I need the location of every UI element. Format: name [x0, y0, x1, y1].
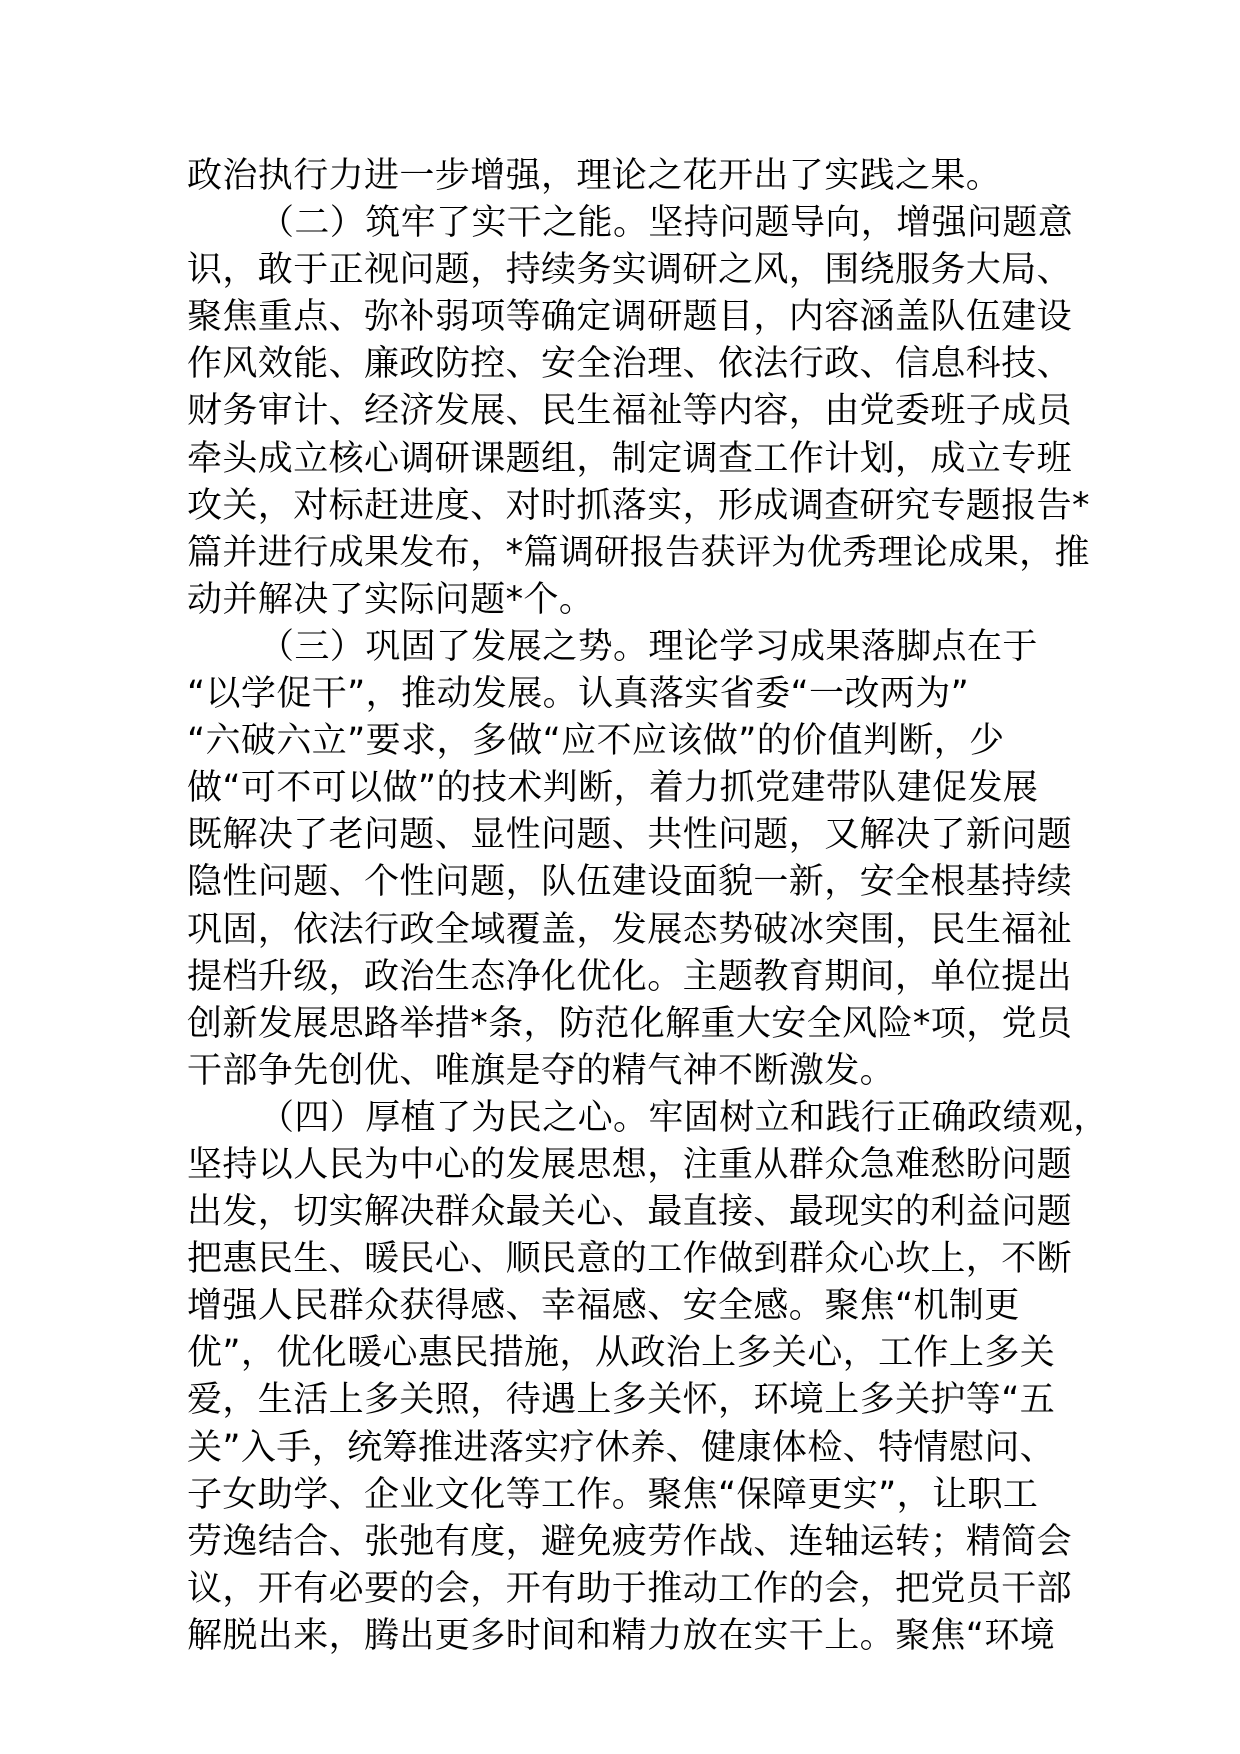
text-line: 提档升级，政治生态净化优化。主题教育期间，单位提出: [187, 956, 1073, 997]
body-text: [187, 153, 1109, 1660]
text-line: 巩固，依法行政全域覆盖，发展态势破冰突围，民生福祉: [187, 909, 1073, 950]
text-line: 增强人民群众获得感、幸福感、安全感。聚焦“机制更: [187, 1286, 1020, 1327]
text-line: 议，开有必要的会，开有助于推动工作的会，把党员干部: [187, 1568, 1073, 1609]
text-line: 做“可不可以做”的技术判断，着力抓党建带队建促发展: [187, 768, 1039, 809]
section-heading-line: （二）筑牢了实干之能。坚持问题导向，增强问题意: [259, 203, 1074, 244]
text-line: 财务审计、经济发展、民生福祉等内容，由党委班子成员: [187, 391, 1073, 432]
text-line: 篇并进行成果发布，*篇调研报告获评为优秀理论成果，推: [187, 532, 1090, 573]
text-line: 爱，生活上多关照，待遇上多关怀，环境上多关护等“五: [187, 1380, 1056, 1421]
text-line: 关”入手，统筹推进落实疗休养、健康体检、特情慰问、: [187, 1427, 1056, 1468]
text-line: 子女助学、企业文化等工作。聚焦“保障更实”，让职工: [187, 1474, 1039, 1515]
text-line: “以学促干”，推动发展。认真落实省委“一改两为”: [187, 674, 970, 715]
section-heading-line: （三）巩固了发展之势。理论学习成果落脚点在于: [259, 626, 1038, 667]
text-line: 动并解决了实际问题*个。: [187, 579, 595, 620]
text-line: 解脱出来，腾出更多时间和精力放在实干上。聚焦“环境: [187, 1615, 1056, 1656]
text-line: 创新发展思路举措*条，防范化解重大安全风险*项，党员: [187, 1003, 1073, 1044]
text-line: 聚焦重点、弥补弱项等确定调研题目，内容涵盖队伍建设: [187, 297, 1073, 338]
text-line: 作风效能、廉政防控、安全治理、依法行政、信息科技、: [187, 344, 1073, 385]
text-line: 攻关，对标赶进度、对时抓落实，形成调查研究专题报告*: [187, 485, 1090, 526]
text-line: 出发，切实解决群众最关心、最直接、最现实的利益问题: [187, 1192, 1073, 1233]
text-line: 把惠民生、暖民心、顺民意的工作做到群众心坎上，不断: [187, 1239, 1073, 1280]
section-heading-line: （四）厚植了为民之心。牢固树立和践行正确政绩观，: [259, 1097, 1109, 1138]
text-line: 坚持以人民为中心的发展思想，注重从群众急难愁盼问题: [187, 1144, 1073, 1185]
text-line: 既解决了老问题、显性问题、共性问题，又解决了新问题: [187, 815, 1073, 856]
text-line: 干部争先创优、唯旗是夺的精气神不断激发。: [187, 1050, 896, 1091]
text-line: 劳逸结合、张弛有度，避免疲劳作战、连轴运转；精简会: [187, 1521, 1073, 1562]
text-line: 隐性问题、个性问题，队伍建设面貌一新，安全根基持续: [187, 862, 1073, 903]
text-line: 识，敢于正视问题，持续务实调研之风，围绕服务大局、: [187, 250, 1073, 291]
text-line: “六破六立”要求，多做“应不应该做”的价值判断，少: [187, 721, 1005, 762]
text-line: 政治执行力进一步增强，理论之花开出了实践之果。: [187, 156, 1002, 196]
text-line: 牵头成立核心调研课题组，制定调查工作计划，成立专班: [187, 438, 1073, 479]
text-line: 优”，优化暖心惠民措施，从政治上多关心，工作上多关: [187, 1333, 1056, 1374]
